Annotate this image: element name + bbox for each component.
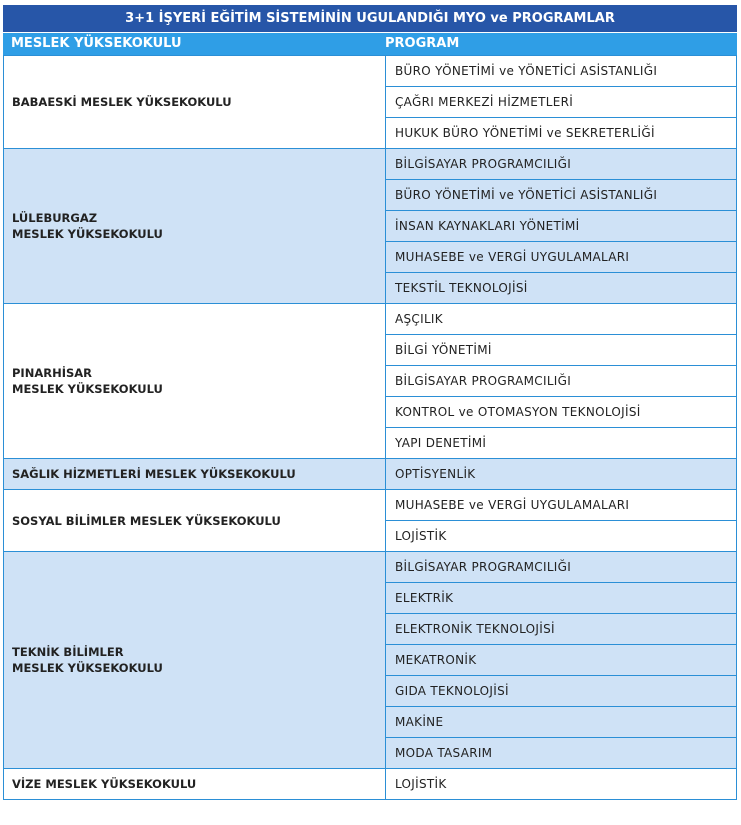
program-table (3, 55, 737, 800)
school-name-line: PINARHİSAR (12, 366, 93, 380)
program-cell: TEKSTİL TEKNOLOJİSİ (386, 273, 737, 304)
program-cell: ELEKTRİK (386, 583, 737, 614)
program-cell: MODA TASARIM (386, 738, 737, 769)
program-cell: BÜRO YÖNETİMİ ve YÖNETİCİ ASİSTANLIĞI (386, 56, 737, 87)
table-row (4, 149, 737, 180)
program-cell: LOJİSTİK (386, 769, 737, 800)
school-name-line: MESLEK YÜKSEKOKULU (12, 382, 163, 396)
program-table-container (3, 5, 737, 800)
table-row (4, 304, 737, 335)
school-name-line: SOSYAL BİLİMLER MESLEK YÜKSEKOKULU (12, 513, 281, 528)
program-cell: MEKATRONİK (386, 645, 737, 676)
school-name-cell (4, 552, 386, 769)
program-cell: BİLGİSAYAR PROGRAMCILIĞI (386, 366, 737, 397)
program-cell: GIDA TEKNOLOJİSİ (386, 676, 737, 707)
header-school: MESLEK YÜKSEKOKULU (11, 36, 182, 51)
school-name-cell (4, 56, 386, 149)
program-cell: BÜRO YÖNETİMİ ve YÖNETİCİ ASİSTANLIĞI (386, 180, 737, 211)
school-name-line: VİZE MESLEK YÜKSEKOKULU (12, 777, 197, 791)
school-name-line: MESLEK YÜKSEKOKULU (12, 227, 163, 241)
program-cell: BİLGİSAYAR PROGRAMCILIĞI (386, 149, 737, 180)
program-cell: BİLGİ YÖNETİMİ (386, 335, 737, 366)
school-name-line: BABAESKİ MESLEK YÜKSEKOKULU (12, 95, 232, 109)
table-row (4, 56, 737, 87)
table-row (4, 769, 737, 800)
table-row (4, 459, 737, 490)
school-name-cell (4, 490, 386, 552)
program-cell: KONTROL ve OTOMASYON TEKNOLOJİSİ (386, 397, 737, 428)
school-name-line: LÜLEBURGAZ (12, 211, 98, 225)
program-cell: HUKUK BÜRO YÖNETİMİ ve SEKRETERLİĞİ (386, 118, 737, 149)
school-name-cell (4, 769, 386, 800)
table-header-row (3, 33, 737, 55)
table-row (4, 490, 737, 521)
school-name-cell (4, 149, 386, 304)
program-cell: AŞÇILIK (386, 304, 737, 335)
program-cell: OPTİSYENLİK (386, 459, 737, 490)
program-cell: YAPI DENETİMİ (386, 428, 737, 459)
table-title: 3+1 İŞYERİ EĞİTİM SİSTEMİNİN UGULANDIĞI MYO ve PROGRAMLAR (3, 5, 737, 33)
program-cell: ÇAĞRI MERKEZİ HİZMETLERİ (386, 87, 737, 118)
program-cell: MAKİNE (386, 707, 737, 738)
program-cell: LOJİSTİK (386, 521, 737, 552)
school-name-cell (4, 304, 386, 459)
header-program: PROGRAM (385, 36, 460, 51)
school-name-line: TEKNİK BİLİMLER (12, 645, 124, 659)
program-cell: ELEKTRONİK TEKNOLOJİSİ (386, 614, 737, 645)
table-row (4, 552, 737, 583)
program-cell: İNSAN KAYNAKLARI YÖNETİMİ (386, 211, 737, 242)
program-cell: BİLGİSAYAR PROGRAMCILIĞI (386, 552, 737, 583)
school-name-line: SAĞLIK HİZMETLERİ MESLEK YÜKSEKOKULU (12, 467, 296, 481)
program-cell: MUHASEBE ve VERGİ UYGULAMALARI (386, 242, 737, 273)
school-name-cell (4, 459, 386, 490)
school-name-line: MESLEK YÜKSEKOKULU (12, 661, 163, 675)
program-cell: MUHASEBE ve VERGİ UYGULAMALARI (386, 490, 737, 521)
